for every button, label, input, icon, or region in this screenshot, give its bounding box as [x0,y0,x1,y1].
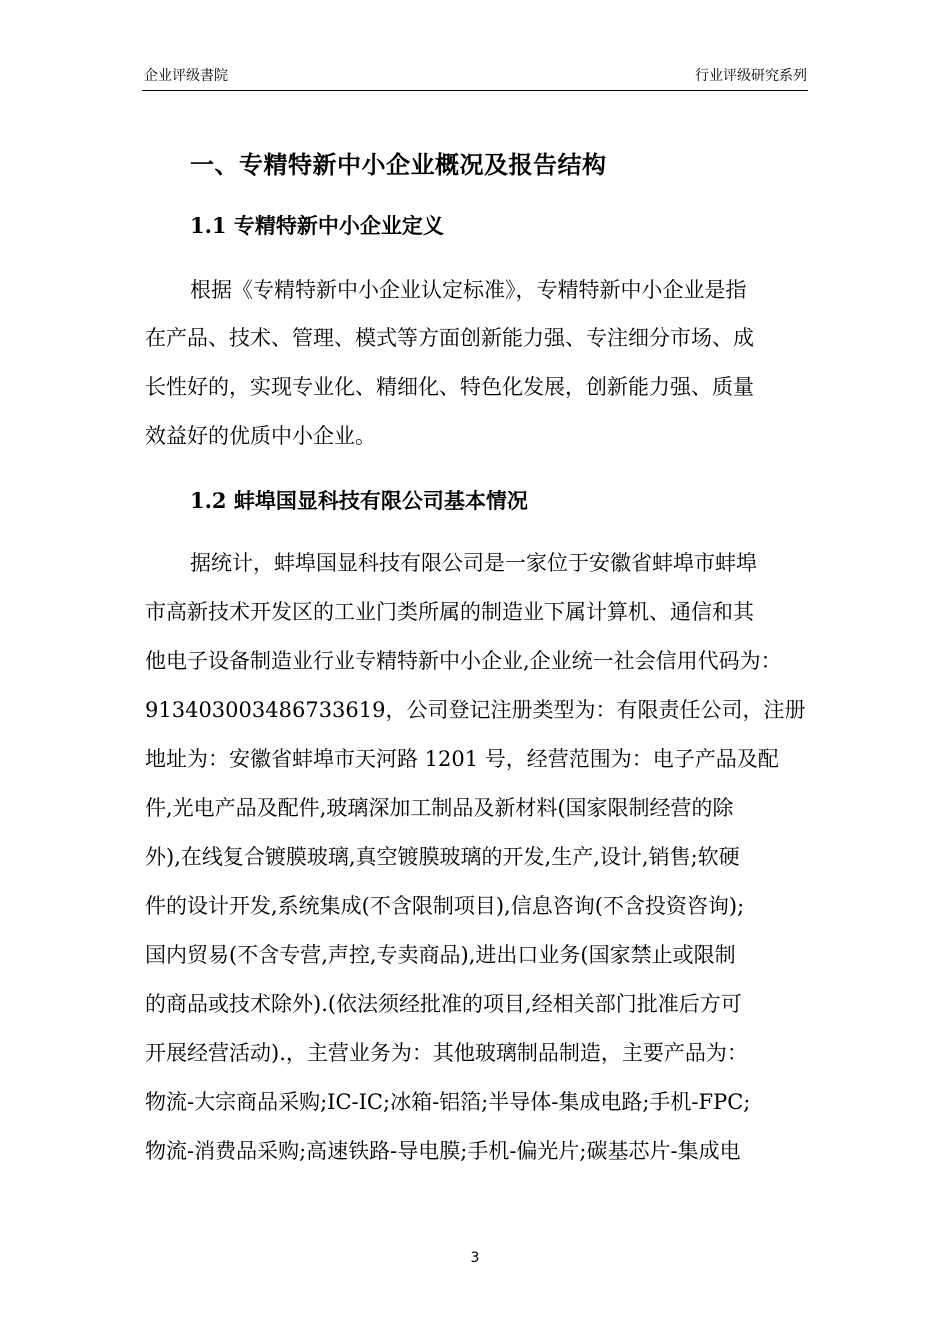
paragraph-line: 开展经营活动).，主营业务为：其他玻璃制品制造，主要产品为： [145,1041,748,1065]
paragraph-line: 件,光电产品及配件,玻璃深加工制品及新材料(国家限制经营的除 [145,796,734,820]
paragraph-line: 在产品、技术、管理、模式等方面创新能力强、专注细分市场、成 [145,326,754,350]
subsection-heading-definition: 1.1 专精特新中小企业定义 [190,213,444,238]
paragraph-line: 效益好的优质中小企业。 [145,424,376,448]
paragraph-line: 913403003486733619，公司登记注册类型为：有限责任公司，注册 [145,698,806,722]
paragraph-line: 他电子设备制造业行业专精特新中小企业,企业统一社会信用代码为： [145,649,782,673]
paragraph-line: 件的设计开发,系统集成(不含限制项目),信息咨询(不含投资咨询); [145,894,745,918]
section-heading: 一、专精特新中小企业概况及报告结构 [190,150,607,179]
paragraph-line: 的商品或技术除外).(依法须经批准的项目,经相关部门批准后方可 [145,992,742,1016]
paragraph-line: 外),在线复合镀膜玻璃,真空镀膜玻璃的开发,生产,设计,销售;软硬 [145,845,740,869]
paragraph-line: 国内贸易(不含专营,声控,专卖商品),进出口业务(国家禁止或限制 [145,943,736,967]
header-right-title: 行业评级研究系列 [695,68,807,84]
header-divider [142,90,808,91]
paragraph-line: 物流-大宗商品采购;IC-IC;冰箱-铝箔;半导体-集成电路;手机-FPC; [145,1090,751,1114]
paragraph-line: 物流-消费品采购;高速铁路-导电膜;手机-偏光片;碳基芯片-集成电 [145,1139,741,1163]
header-left-title: 企业评级書院 [144,68,228,84]
paragraph-line: 长性好的，实现专业化、精细化、特色化发展，创新能力强、质量 [145,375,754,399]
paragraph-line: 据统计，蚌埠国显科技有限公司是一家位于安徽省蚌埠市蚌埠 [190,551,757,575]
subsection-heading-company: 1.2 蚌埠国显科技有限公司基本情况 [190,488,528,513]
paragraph-line: 地址为：安徽省蚌埠市天河路 1201 号，经营范围为：电子产品及配 [145,747,779,771]
paragraph-line: 根据《专精特新中小企业认定标准》，专精特新中小企业是指 [190,278,747,302]
page-number: 3 [470,1250,480,1266]
paragraph-line: 市高新技术开发区的工业门类所属的制造业下属计算机、通信和其 [145,600,754,624]
